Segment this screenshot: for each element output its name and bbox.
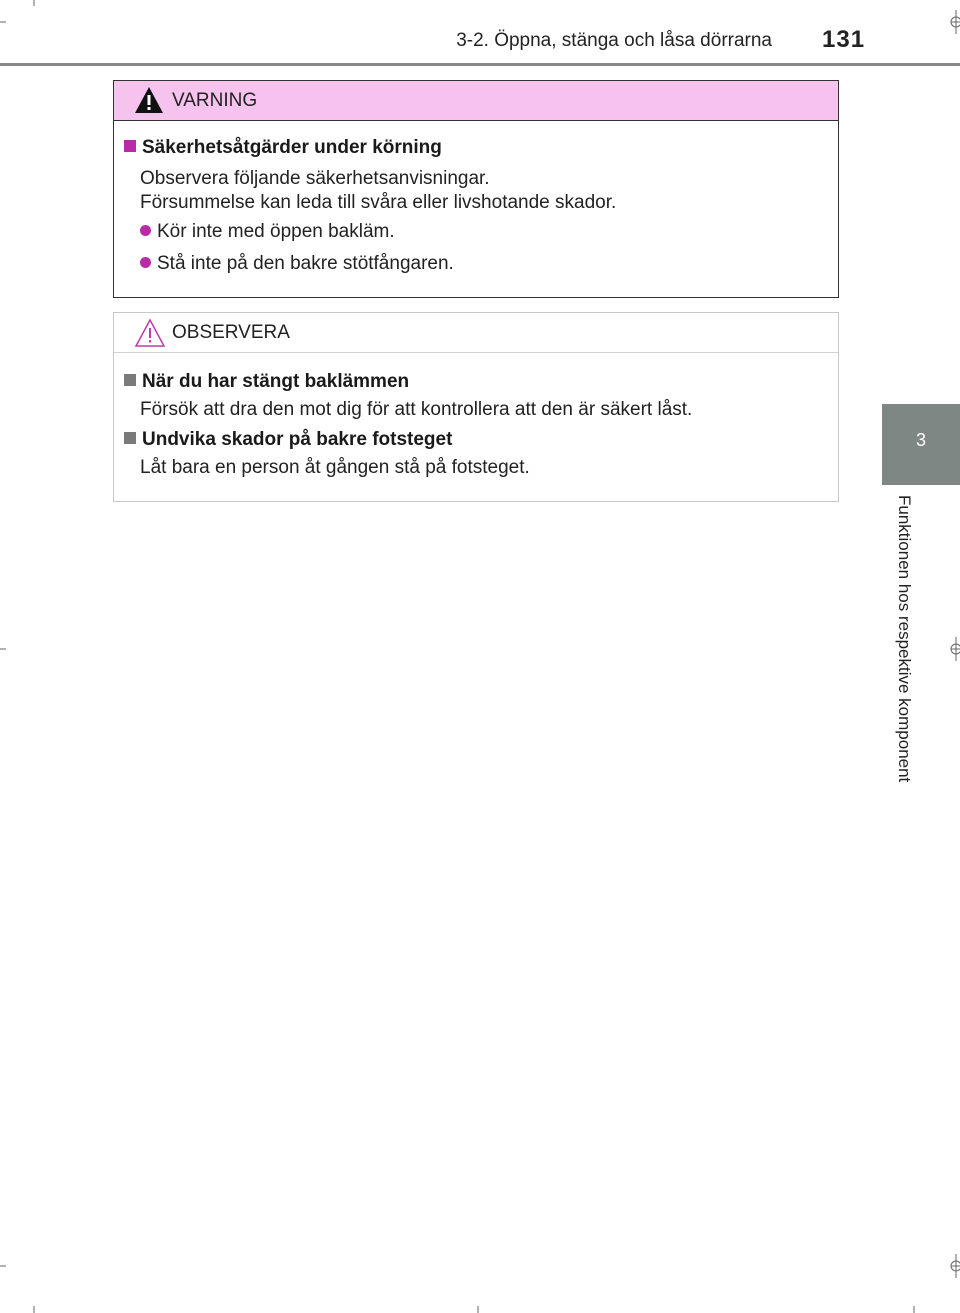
notice-text-1: Försök att dra den mot dig för att kontrollera att den är säkert låst.: [140, 399, 693, 420]
notice-heading-1-text: När du har stängt baklämmen: [142, 371, 410, 392]
warning-line-2: Försummelse kan leda till svåra eller livshotande skador.: [140, 192, 617, 213]
warning-bullet-1-text: Kör inte med öppen bakläm.: [157, 221, 395, 242]
warning-line-1: Observera följande säkerhetsanvisningar.: [140, 168, 490, 189]
warning-heading-text: Säkerhetsåtgärder under körning: [142, 137, 442, 158]
chapter-tab-number: 3: [915, 430, 926, 450]
page-number: 131: [822, 26, 866, 53]
notice-label: OBSERVERA: [172, 322, 290, 343]
warning-bullet-2-text: Stå inte på den bakre stötfångaren.: [157, 253, 454, 274]
chapter-side-label: Funktionen hos respektive komponent: [895, 495, 914, 783]
chapter-header-title: 3-2. Öppna, stänga och låsa dörrarna: [456, 30, 772, 51]
warning-label: VARNING: [172, 90, 258, 111]
notice-text-2: Låt bara en person åt gången stå på fotsteget.: [140, 457, 530, 478]
notice-heading-2-text: Undvika skador på bakre fotsteget: [142, 429, 453, 450]
